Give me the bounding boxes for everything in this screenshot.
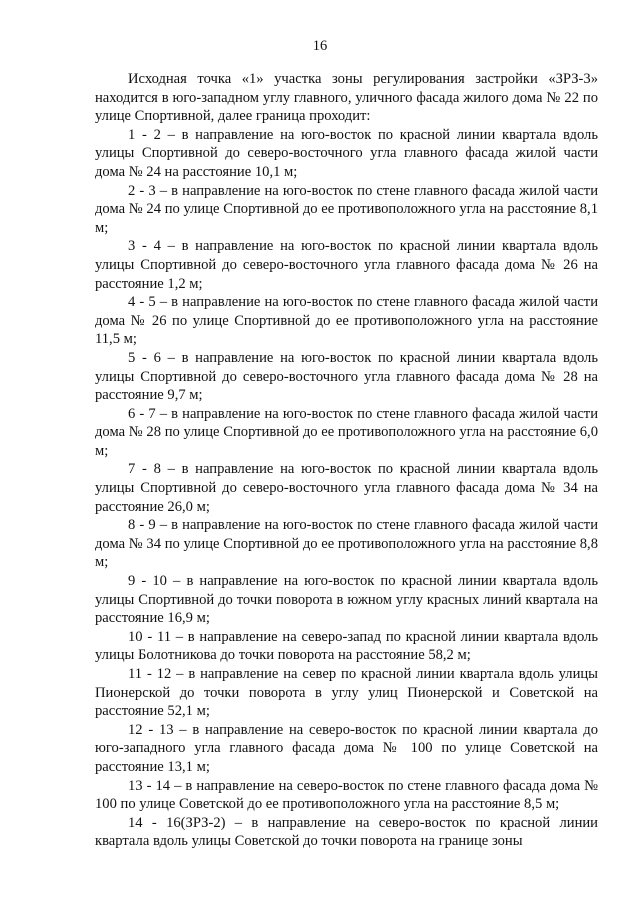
- boundary-item-12-13: 12 - 13 – в направление на северо-восток по красной линии квартала до юго-западного угла главного фасада дома № 100 по улице Советской на расстояние 13,1 м;: [95, 721, 598, 775]
- boundary-item-8-9: 8 - 9 – в направление на юго-восток по стене главного фасада жилой части дома № 34 по улице Спортивной до ее противоположного угла на расстояние 8,8 м;: [95, 517, 598, 571]
- boundary-item-14-16: 14 - 16(ЗРЗ-2) – в направление на северо-восток по красной линии квартала вдоль улицы Советской до точки поворота на границе зоны: [95, 814, 598, 850]
- boundary-item-3-4: 3 - 4 – в направление на юго-восток по красной линии квартала вдоль улицы Спортивной до северо-восточного угла главного фасада дома № 26 на расстояние 1,2 м;: [95, 238, 598, 292]
- document-body: [95, 70, 598, 851]
- boundary-item-11-12: 11 - 12 – в направление на север по красной линии квартала вдоль улицы Пионерской до точки поворота в углу улиц Пионерской и Советской на расстояние 52,1 м;: [95, 666, 598, 720]
- boundary-item-2-3: 2 - 3 – в направление на юго-восток по стене главного фасада жилой части дома № 24 по улице Спортивной до ее противоположного угла на расстояние 8,1 м;: [95, 182, 598, 236]
- boundary-item-5-6: 5 - 6 – в направление на юго-восток по красной линии квартала вдоль улицы Спортивной до северо-восточного угла главного фасада дома № 28 на расстояние 9,7 м;: [95, 349, 598, 404]
- page-number: 16: [312, 38, 328, 54]
- boundary-item-7-8: 7 - 8 – в направление на юго-восток по красной линии квартала вдоль улицы Спортивной до северо-восточного угла главного фасада дома № 34 на расстояние 26,0 м;: [95, 461, 598, 515]
- boundary-item-1-2: 1 - 2 – в направление на юго-восток по красной линии квартала вдоль улицы Спортивной до северо-восточного угла главного фасада жилой части дома № 24 на расстояние 10,1 м;: [95, 126, 598, 180]
- boundary-item-13-14: 13 - 14 – в направление на северо-восток по стене главного фасада дома № 100 по улице Советской до ее противоположного угла на расстояние 8,5 м;: [95, 777, 598, 813]
- boundary-item-10-11: 10 - 11 – в направление на северо-запад по красной линии квартала вдоль улицы Болотникова до точки поворота на расстояние 58,2 м;: [95, 628, 598, 664]
- boundary-item-6-7: 6 - 7 – в направление на юго-восток по стене главного фасада жилой части дома № 28 по улице Спортивной до ее противоположного угла на расстояние 6,0 м;: [95, 405, 598, 459]
- boundary-item-4-5: 4 - 5 – в направление на юго-восток по стене главного фасада жилой части дома № 26 по улице Спортивной до ее противоположного угла на расстояние 11,5 м;: [95, 294, 598, 348]
- boundary-item-9-10: 9 - 10 – в направление на юго-восток по красной линии квартала вдоль улицы Спортивной до точки поворота в южном углу красных линий квартала на расстояние 16,9 м;: [95, 573, 598, 627]
- intro-paragraph: Исходная точка «1» участка зоны регулирования застройки «ЗРЗ-3» находится в юго-западном углу главного, уличного фасада жилого дома № 22 по улице Спортивной, далее граница проходит:: [95, 71, 598, 125]
